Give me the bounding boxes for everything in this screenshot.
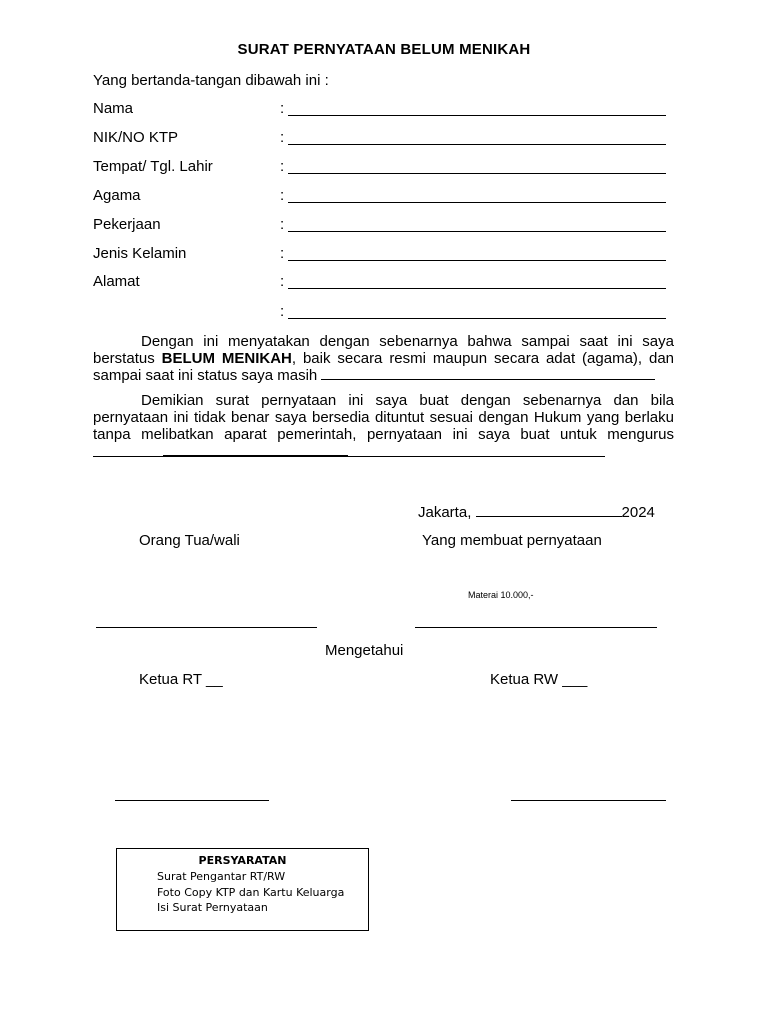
- signature-line-parent[interactable]: [96, 627, 317, 628]
- left-signer-role: Orang Tua/wali: [139, 532, 240, 549]
- purpose-blank-line-a[interactable]: [93, 444, 163, 457]
- field-label-nik: NIK/NO KTP: [93, 129, 179, 146]
- signature-line-rt[interactable]: [115, 800, 269, 801]
- field-label-pekerjaan: Pekerjaan: [93, 216, 161, 233]
- materai-note: Materai 10.000,-: [468, 590, 534, 600]
- signature-line-rw[interactable]: [511, 800, 666, 801]
- field-line-nama[interactable]: [288, 115, 666, 116]
- place-prefix: Jakarta,: [418, 504, 476, 521]
- requirements-title: PERSYARATAN: [198, 854, 287, 867]
- right-signer-role: Yang membuat pernyataan: [422, 532, 602, 549]
- statement-paragraph-2: [93, 392, 674, 461]
- field-colon: :: [280, 158, 285, 175]
- ketua-rw-label: Ketua RW ___: [490, 671, 588, 688]
- field-line-nik[interactable]: [288, 144, 666, 145]
- field-colon: :: [280, 187, 285, 204]
- ketua-rt-label: Ketua RT __: [139, 671, 223, 688]
- field-line-agama[interactable]: [288, 202, 666, 203]
- field-label-jenis-kelamin: Jenis Kelamin: [93, 245, 187, 262]
- requirement-item: Isi Surat Pernyataan: [157, 901, 268, 914]
- field-colon: :: [280, 100, 285, 117]
- field-line-alamat[interactable]: [288, 288, 666, 289]
- mengetahui-label: Mengetahui: [325, 642, 404, 659]
- date-blank-line[interactable]: [476, 504, 622, 517]
- field-line-ttl[interactable]: [288, 173, 666, 174]
- requirement-item: Surat Pengantar RT/RW: [157, 870, 286, 883]
- field-line-jenis-kelamin[interactable]: [288, 260, 666, 261]
- field-line-alamat-2[interactable]: [288, 318, 666, 319]
- purpose-blank-line-c[interactable]: [348, 444, 605, 457]
- paragraph-1-text-a: Dengan ini menyatakan dengan sebenarnya bahwa sampai saat ini saya berstatus: [93, 333, 674, 367]
- statement-paragraph-1: [93, 333, 674, 384]
- field-label-alamat: Alamat: [93, 273, 140, 290]
- field-label-agama: Agama: [93, 187, 141, 204]
- date-year: 2024: [621, 504, 655, 521]
- signature-line-declarant[interactable]: [415, 627, 657, 628]
- intro-text: Yang bertanda-tangan dibawah ini :: [93, 72, 329, 89]
- place-date: [418, 504, 655, 522]
- status-blank-line[interactable]: [321, 367, 655, 380]
- purpose-blank-line-b[interactable]: [163, 443, 348, 457]
- field-line-pekerjaan[interactable]: [288, 231, 666, 232]
- document-title: SURAT PERNYATAAN BELUM MENIKAH: [237, 41, 531, 58]
- status-belum-menikah: BELUM MENIKAH: [161, 350, 292, 367]
- field-colon: :: [280, 129, 285, 146]
- field-colon: :: [280, 216, 285, 233]
- requirement-item: Foto Copy KTP dan Kartu Keluarga: [157, 886, 345, 899]
- field-label-ttl: Tempat/ Tgl. Lahir: [93, 158, 213, 175]
- field-colon: :: [280, 273, 285, 290]
- paragraph-1-text-b: , baik secara resmi maupun secara adat (agama), dan sampai saat ini status saya masih: [93, 350, 675, 384]
- field-colon: :: [280, 303, 285, 320]
- field-label-nama: Nama: [93, 100, 134, 117]
- requirements-box: [116, 848, 369, 931]
- field-colon: :: [280, 245, 285, 262]
- paragraph-2-text: Demikian surat pernyataan ini saya buat dengan sebenarnya dan bila pernyataan ini tidak benar saya bersedia dituntut sesuai dengan Hukum yang berlaku tanpa melibatkan aparat pemerintah, pernyataan ini saya buat untuk mengurus: [93, 392, 674, 443]
